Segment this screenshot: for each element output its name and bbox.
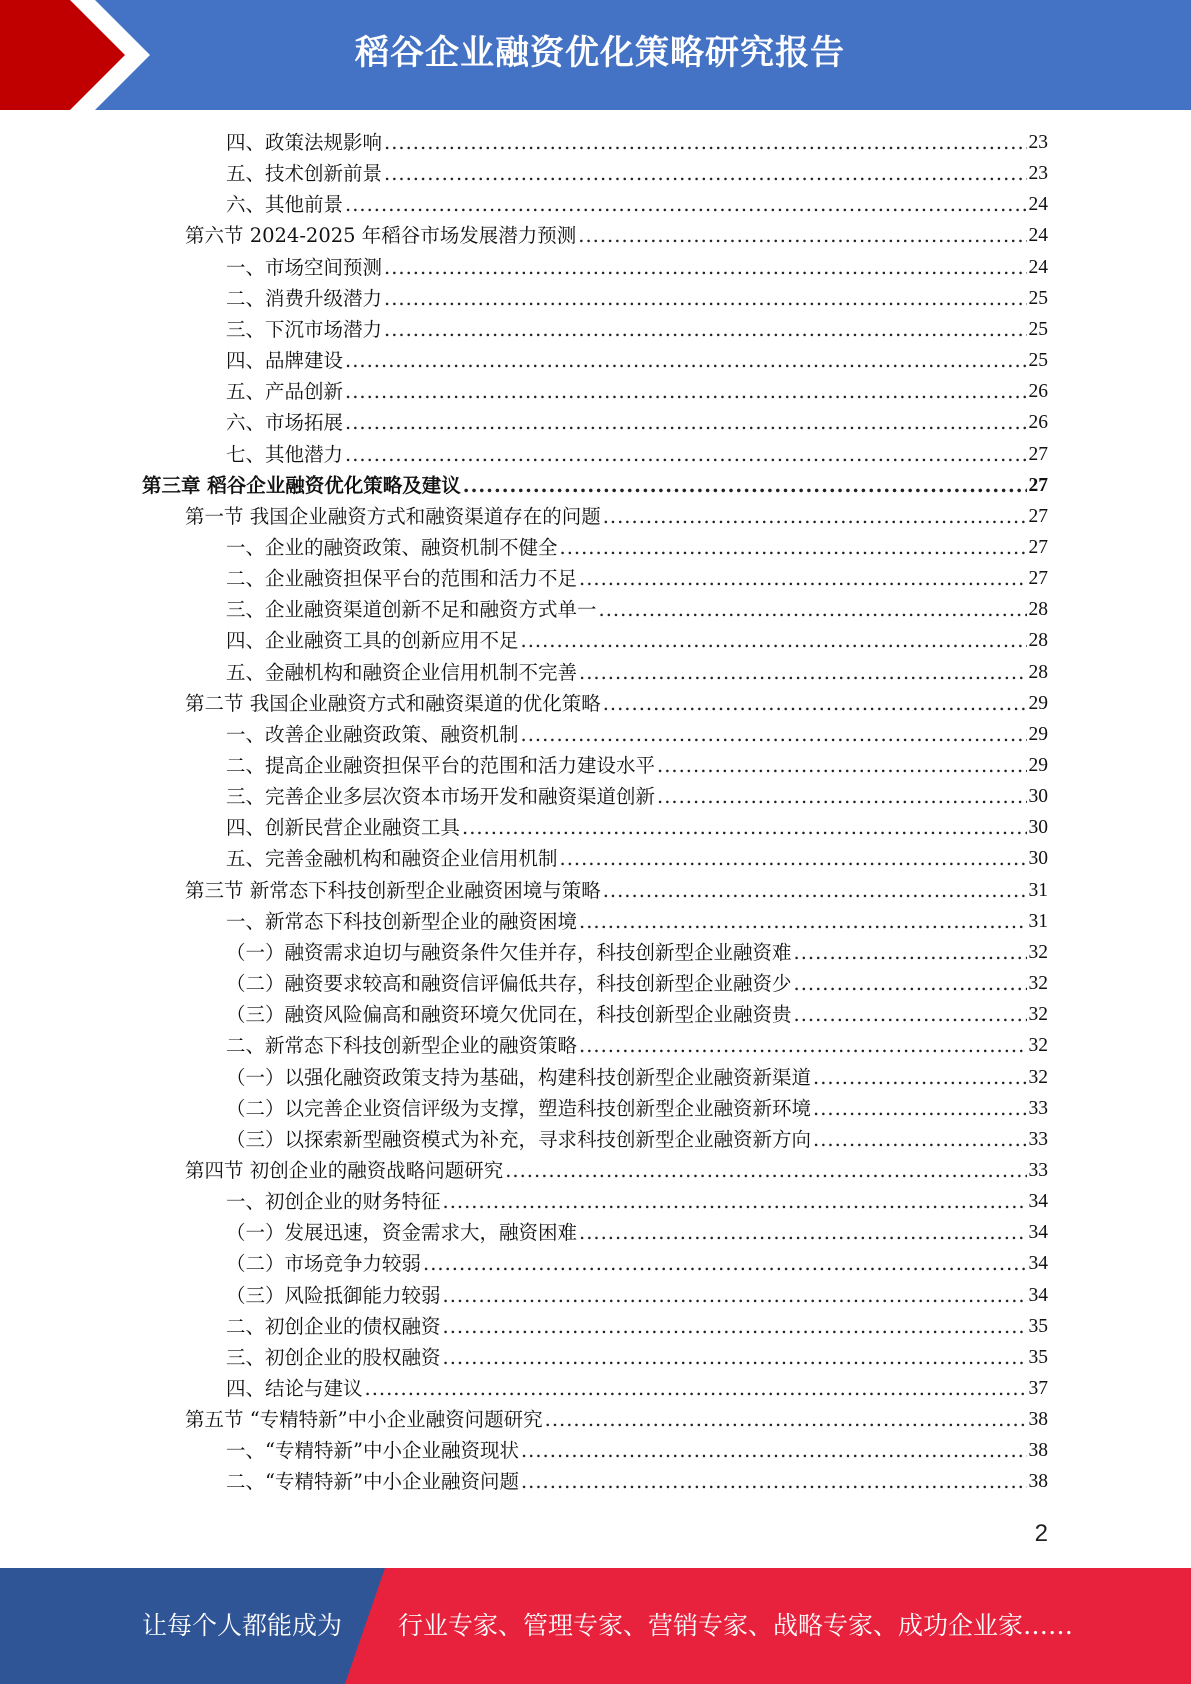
toc-entry[interactable]	[226, 1342, 1048, 1373]
toc-leader-dots	[384, 252, 1026, 283]
toc-entry-page: 38	[1028, 1471, 1048, 1493]
toc-entry-page: 34	[1028, 1253, 1048, 1275]
toc-entry[interactable]	[226, 1062, 1048, 1093]
toc-leader-dots	[579, 657, 1026, 688]
toc-entry-title: 四、政策法规影响	[226, 131, 383, 154]
toc-entry-page: 29	[1028, 692, 1048, 714]
toc-leader-dots	[521, 625, 1027, 656]
toc-entry-title: 第五节 “专精特新”中小企业融资问题研究	[185, 1408, 543, 1432]
toc-entry-title: 一、新常态下科技创新型企业的融资困境	[226, 909, 578, 933]
toc-entry-title: 二、“专精特新”中小企业融资问题	[226, 1470, 519, 1494]
toc-leader-dots	[462, 812, 1026, 843]
toc-entry-page: 27	[1028, 505, 1048, 527]
toc-leader-dots	[578, 220, 1026, 251]
toc-leader-dots	[813, 1124, 1026, 1155]
toc-entry-title: 二、消费升级潜力	[226, 286, 383, 310]
toc-entry-page: 32	[1028, 1004, 1048, 1026]
toc-leader-dots	[443, 1280, 1027, 1311]
toc-leader-dots	[794, 968, 1027, 999]
toc-entry-page: 28	[1028, 630, 1048, 652]
toc-entry-page: 23	[1028, 132, 1048, 153]
toc-leader-dots	[345, 376, 1026, 407]
toc-entry-title: 五、产品创新	[226, 380, 344, 404]
toc-entry-page: 34	[1028, 1222, 1048, 1244]
toc-entry-title: （一）融资需求迫切与融资条件欠佳并存，科技创新型企业融资难	[226, 940, 792, 964]
toc-leader-dots	[521, 1466, 1027, 1497]
toc-entry[interactable]	[226, 345, 1048, 376]
toc-entry-title: 二、提高企业融资担保平台的范围和活力建设水平	[226, 754, 656, 777]
toc-entry-page: 25	[1028, 287, 1048, 309]
toc-entry-page: 33	[1028, 1159, 1048, 1181]
toc-entry-page: 32	[1028, 1066, 1048, 1088]
toc-leader-dots	[579, 906, 1026, 937]
toc-entry-title: （三）风险抵御能力较弱	[226, 1283, 441, 1307]
toc-entry-page: 25	[1028, 318, 1048, 340]
toc-entry[interactable]	[226, 781, 1048, 812]
toc-entry-title: 三、下沉市场潜力	[226, 317, 383, 341]
toc-entry[interactable]	[226, 937, 1048, 968]
toc-entry-page: 31	[1028, 910, 1048, 932]
toc-entry[interactable]	[185, 688, 1048, 719]
toc-entry-page: 27	[1028, 474, 1048, 496]
toc-entry-title: （二）以完善企业资信评级为支撑，塑造科技创新型企业融资新环境	[226, 1096, 812, 1120]
toc-entry[interactable]	[185, 220, 1048, 251]
toc-entry-page: 24	[1028, 225, 1048, 247]
toc-entry-page: 35	[1028, 1315, 1048, 1337]
toc-entry-page: 34	[1028, 1191, 1048, 1213]
toc-leader-dots	[813, 1062, 1026, 1093]
toc-entry-page: 33	[1028, 1128, 1048, 1150]
toc-entry[interactable]	[226, 1030, 1048, 1061]
toc-leader-dots	[794, 937, 1027, 968]
toc-entry-page: 32	[1028, 941, 1048, 963]
toc-entry-page: 26	[1028, 412, 1048, 434]
toc-entry[interactable]	[226, 657, 1048, 688]
toc-entry-page: 38	[1028, 1440, 1048, 1462]
toc-entry[interactable]	[226, 906, 1048, 937]
toc-leader-dots	[545, 1404, 1027, 1435]
toc-entry-page: 24	[1028, 256, 1048, 278]
toc-entry-page: 30	[1028, 786, 1048, 808]
toc-entry-page: 31	[1028, 879, 1048, 901]
toc-entry-title: （一）以强化融资政策支持为基础，构建科技创新型企业融资新渠道	[226, 1065, 812, 1089]
toc-entry[interactable]	[185, 1404, 1048, 1435]
toc-leader-dots	[345, 407, 1026, 438]
toc-leader-dots	[813, 1093, 1026, 1124]
toc-entry-title: 四、结论与建议	[226, 1377, 363, 1400]
toc-entry-title: 第一节 我国企业融资方式和融资渠道存在的问题	[185, 504, 601, 528]
toc-entry-title: 三、企业融资渠道创新不足和融资方式单一	[226, 598, 597, 622]
toc-entry-page: 35	[1028, 1346, 1048, 1368]
toc-entry-page: 32	[1028, 973, 1048, 995]
toc-entry[interactable]	[226, 1373, 1048, 1404]
toc-entry-title: 一、初创企业的财务特征	[226, 1190, 441, 1214]
toc-leader-dots	[603, 688, 1027, 719]
toc-entry-page: 37	[1028, 1378, 1048, 1399]
footer-slogan-left: 让每个人都能成为	[142, 1611, 343, 1640]
toc-leader-dots	[657, 781, 1026, 812]
toc-entry[interactable]	[226, 594, 1048, 625]
toc-entry[interactable]	[226, 719, 1048, 750]
toc-entry[interactable]	[226, 1124, 1048, 1155]
toc-entry-title: （二）融资要求较高和融资信评偏低共存，科技创新型企业融资少	[226, 972, 792, 996]
toc-entry-title: 五、完善金融机构和融资企业信用机制	[226, 847, 558, 871]
toc-entry[interactable]	[226, 1435, 1048, 1466]
toc-entry[interactable]	[226, 750, 1048, 781]
page-footer	[0, 1568, 1191, 1684]
toc-entry-title: 四、创新民营企业融资工具	[226, 816, 461, 840]
toc-leader-dots	[521, 1435, 1027, 1466]
report-title: 稻谷企业融资优化策略研究报告	[355, 33, 845, 73]
toc-leader-dots	[443, 1311, 1027, 1342]
toc-entry-page: 27	[1028, 568, 1048, 590]
toc-entry[interactable]	[185, 1155, 1048, 1186]
toc-leader-dots	[579, 1217, 1026, 1248]
toc-entry[interactable]	[226, 968, 1048, 999]
toc-entry-title: 一、企业的融资政策、融资机制不健全	[226, 535, 558, 559]
toc-entry[interactable]	[226, 407, 1048, 438]
toc-entry[interactable]	[185, 501, 1048, 532]
toc-entry-title: 第二节 我国企业融资方式和融资渠道的优化策略	[185, 691, 601, 715]
toc-entry-title: 三、初创企业的股权融资	[226, 1345, 441, 1369]
toc-entry-title: （一）发展迅速，资金需求大，融资困难	[226, 1221, 578, 1245]
toc-entry[interactable]	[226, 439, 1048, 470]
toc-entry[interactable]	[226, 314, 1048, 345]
toc-entry[interactable]	[226, 1093, 1048, 1124]
toc-entry[interactable]	[226, 1186, 1048, 1217]
toc-entry[interactable]	[226, 376, 1048, 407]
toc-entry-page: 34	[1028, 1284, 1048, 1306]
toc-entry-title: （二）市场竞争力较弱	[226, 1252, 422, 1276]
toc-leader-dots	[345, 345, 1026, 376]
toc-entry[interactable]	[226, 1466, 1048, 1497]
toc-leader-dots	[505, 1155, 1026, 1186]
toc-entry[interactable]	[185, 875, 1048, 906]
page-number: 2	[1034, 1520, 1048, 1547]
toc-entry-title: 一、市场空间预测	[226, 255, 383, 279]
toc-entry-title: 五、技术创新前景	[226, 162, 383, 186]
toc-entry-title: 第六节 2024-2025 年稻谷市场发展潜力预测	[185, 224, 577, 248]
toc-leader-dots	[463, 470, 1027, 501]
toc-entry-page: 27	[1028, 536, 1048, 558]
toc-entry-page: 30	[1028, 817, 1048, 839]
toc-leader-dots	[384, 158, 1026, 189]
toc-entry[interactable]	[226, 1311, 1048, 1342]
toc-leader-dots	[603, 501, 1027, 532]
toc-leader-dots	[345, 189, 1026, 220]
toc-leader-dots	[579, 563, 1026, 594]
toc-entry[interactable]	[226, 843, 1048, 874]
toc-entry-title: 六、其他前景	[226, 193, 344, 217]
toc-entry-page: 26	[1028, 381, 1048, 403]
toc-leader-dots	[384, 314, 1026, 345]
toc-entry-title: 六、市场拓展	[226, 411, 344, 435]
toc-entry[interactable]	[226, 189, 1048, 220]
toc-entry[interactable]	[226, 812, 1048, 843]
toc-entry[interactable]	[226, 1248, 1048, 1279]
toc-entry[interactable]	[226, 283, 1048, 314]
toc-leader-dots	[521, 719, 1027, 750]
toc-entry-page: 28	[1028, 599, 1048, 621]
toc-entry-title: 一、“专精特新”中小企业融资现状	[226, 1439, 519, 1463]
toc-entry-title: 五、金融机构和融资企业信用机制不完善	[226, 660, 578, 684]
toc-entry-page: 23	[1028, 163, 1048, 185]
toc-entry[interactable]	[226, 999, 1048, 1030]
toc-entry-title: 第三章 稻谷企业融资优化策略及建议	[142, 473, 461, 497]
toc-entry-page: 24	[1028, 194, 1048, 216]
toc-entry-title: （三）融资风险偏高和融资环境欠优同在，科技创新型企业融资贵	[226, 1003, 792, 1027]
toc-leader-dots	[560, 843, 1027, 874]
toc-entry-title: 七、其他潜力	[226, 442, 344, 466]
toc-entry-title: 第四节 初创企业的融资战略问题研究	[185, 1158, 504, 1182]
toc-entry[interactable]	[226, 127, 1048, 158]
toc-entry-page: 30	[1028, 848, 1048, 870]
toc-entry[interactable]	[226, 158, 1048, 189]
toc-entry-title: 一、改善企业融资政策、融资机制	[226, 722, 519, 746]
toc-entry-title: （三）以探索新型融资模式为补充，寻求科技创新型企业融资新方向	[226, 1127, 812, 1151]
toc-entry-page: 28	[1028, 661, 1048, 683]
toc-leader-dots	[423, 1248, 1026, 1279]
toc-entry-title: 二、企业融资担保平台的范围和活力不足	[226, 567, 578, 591]
toc-entry[interactable]	[226, 252, 1048, 283]
toc-entry-title: 二、新常态下科技创新型企业的融资策略	[226, 1034, 578, 1058]
toc-entry[interactable]	[226, 563, 1048, 594]
toc-entry-page: 27	[1028, 443, 1048, 465]
toc-leader-dots	[794, 999, 1027, 1030]
toc-entry-title: 四、品牌建设	[226, 349, 344, 373]
toc-entry-page: 29	[1028, 755, 1048, 776]
toc-leader-dots	[560, 532, 1027, 563]
toc-leader-dots	[603, 875, 1027, 906]
toc-entry-page: 38	[1028, 1409, 1048, 1431]
toc-leader-dots	[579, 1030, 1026, 1061]
toc-leader-dots	[384, 283, 1026, 314]
toc-leader-dots	[365, 1373, 1027, 1404]
toc-entry-title: 四、企业融资工具的创新应用不足	[226, 629, 519, 653]
toc-entry[interactable]	[226, 1280, 1048, 1311]
toc-entry-page: 32	[1028, 1035, 1048, 1057]
toc-entry-title: 第三节 新常态下科技创新型企业融资困境与策略	[185, 878, 601, 902]
toc-entry[interactable]	[142, 470, 1048, 501]
toc-leader-dots	[657, 750, 1026, 781]
toc-entry-page: 33	[1028, 1097, 1048, 1119]
toc-leader-dots	[443, 1342, 1027, 1373]
toc-entry-page: 29	[1028, 723, 1048, 745]
toc-entry[interactable]	[226, 532, 1048, 563]
toc-leader-dots	[384, 127, 1026, 158]
toc-entry-page: 25	[1028, 350, 1048, 372]
footer-slogan-right: 行业专家、管理专家、营销专家、战略专家、成功企业家……	[398, 1611, 1074, 1640]
toc-leader-dots	[599, 594, 1027, 625]
toc-leader-dots	[443, 1186, 1027, 1217]
page-header	[0, 0, 1191, 110]
toc-entry-title: 三、完善企业多层次资本市场开发和融资渠道创新	[226, 785, 656, 809]
toc-leader-dots	[345, 439, 1026, 470]
toc-entry[interactable]	[226, 1217, 1048, 1248]
toc-entry-title: 二、初创企业的债权融资	[226, 1314, 441, 1338]
toc-entry[interactable]	[226, 625, 1048, 656]
